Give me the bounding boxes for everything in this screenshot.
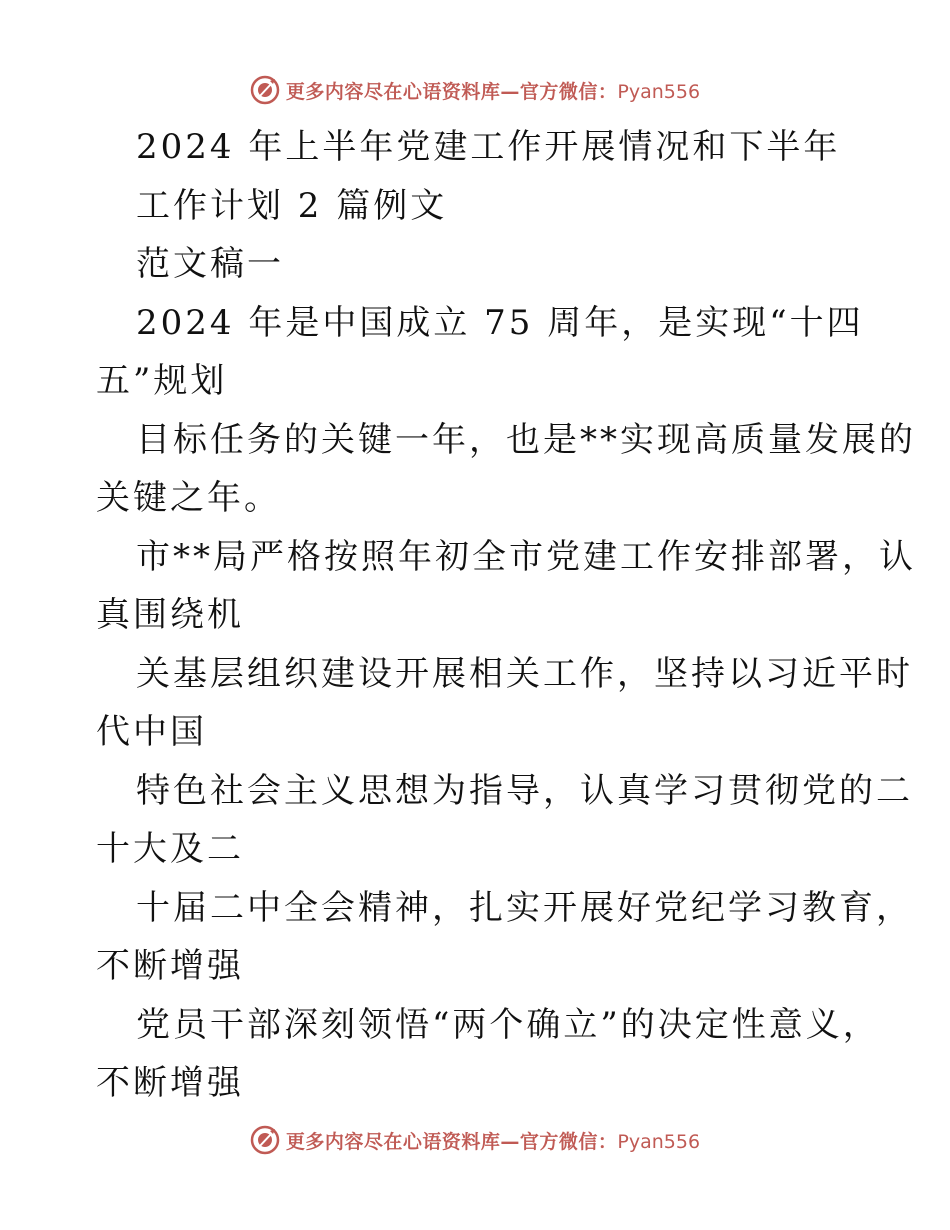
document-line: 2024 年上半年党建工作开展情况和下半年 [136, 127, 841, 167]
document-body [96, 118, 916, 1113]
footer-banner-text: 更多内容尽在心语资料库—官方微信：Pyan556 [285, 1130, 701, 1153]
document-line: 十届二中全会精神，扎实开展好党纪学习教育， [136, 887, 913, 928]
document-line: 五”规划 [96, 361, 228, 401]
red-seal-logo-icon [250, 1125, 280, 1155]
document-line: 党员干部深刻领悟“两个确立”的决定性意义， [136, 1004, 880, 1045]
document-line: 特色社会主义思想为指导，认真学习贯彻党的二 [136, 770, 913, 811]
footer-banner [0, 1120, 950, 1160]
document-line: 工作计划 2 篇例文 [136, 185, 448, 226]
document-line: 不断增强 [96, 946, 244, 986]
document-line: 范文稿一 [136, 244, 284, 284]
document-line: 市**局严格按照年初全市党建工作安排部署，认 [136, 536, 916, 577]
document-line: 代中国 [96, 712, 207, 752]
document-line: 十大及二 [96, 829, 244, 869]
document-line: 目标任务的关键一年，也是**实现高质量发展的 [136, 419, 916, 460]
header-banner-text: 更多内容尽在心语资料库—官方微信：Pyan556 [285, 80, 701, 103]
document-line: 真围绕机 [96, 595, 244, 635]
document-line: 关基层组织建设开展相关工作，坚持以习近平时 [136, 653, 913, 694]
document-line: 2024 年是中国成立 75 周年，是实现“十四 [136, 302, 864, 343]
footer-banner-id: Pyan556 [617, 1130, 701, 1153]
header-banner-id: Pyan556 [617, 80, 701, 103]
red-seal-logo-icon [250, 75, 280, 105]
document-line: 不断增强 [96, 1063, 244, 1103]
header-banner [0, 70, 950, 110]
document-line: 关键之年。 [96, 478, 281, 518]
